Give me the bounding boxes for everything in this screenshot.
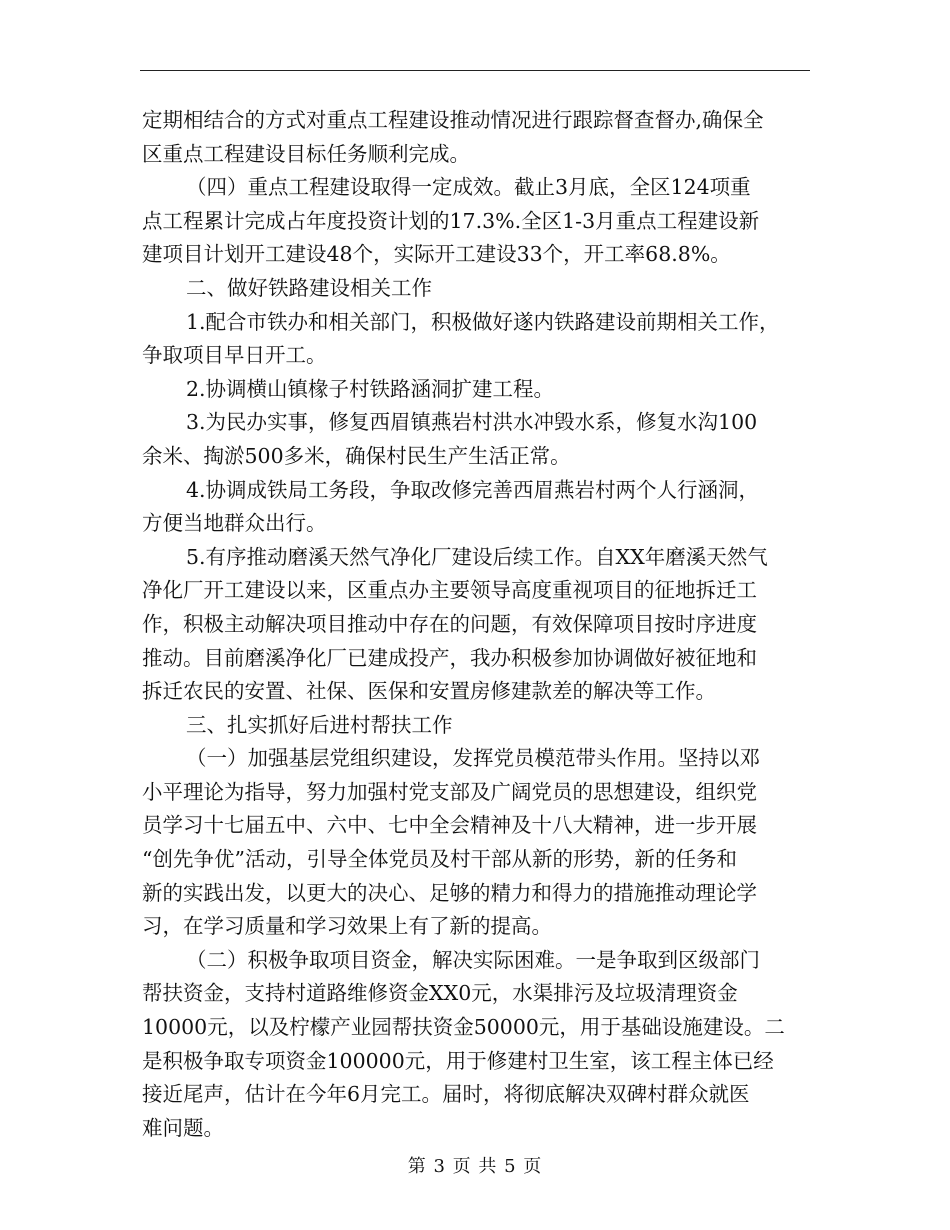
text-line: 点工程累计完成占年度投资计划的17.3%.全区1-3月重点工程建设新 — [142, 208, 760, 233]
text-line: （一）加强基层党组织建设，发挥党员模范带头作用。坚持以邓 — [186, 746, 760, 771]
text-line: 难问题。 — [142, 1115, 224, 1140]
text-line: （四）重点工程建设取得一定成效。截止3月底，全区124项重 — [186, 175, 751, 200]
text-line: 10000元，以及柠檬产业园帮扶资金50000元，用于基础设施建设。二 — [142, 1015, 785, 1040]
document-body — [142, 104, 810, 1145]
text-line: 争取项目早日开工。 — [142, 343, 327, 368]
text-line: 新的实践出发，以更大的决心、足够的精力和得力的措施推动理论学 — [142, 880, 757, 905]
text-line: 余米、掏淤500多米，确保村民生产生活正常。 — [142, 443, 571, 468]
text-line: 小平理论为指导，努力加强村党支部及广阔党员的思想建设，组织党 — [142, 779, 757, 804]
text-line: 作，积极主动解决项目推动中存在的问题，有效保障项目按时序进度 — [142, 611, 757, 636]
text-line: 是积极争取专项资金100000元，用于修建村卫生室，该工程主体已经 — [142, 1048, 774, 1073]
text-line: 帮扶资金，支持村道路维修资金XX0元，水渠排污及垃圾清理资金 — [142, 981, 738, 1006]
text-line: 2.协调横山镇椽子村铁路涵洞扩建工程。 — [186, 376, 555, 401]
header-rule — [140, 70, 810, 71]
page-number: 第 3 页 共 5 页 — [407, 1156, 543, 1177]
text-line: （二）积极争取项目资金，解决实际困难。一是争取到区级部门 — [186, 947, 760, 972]
text-line: 3.为民办实事，修复西眉镇燕岩村洪水冲毁水系，修复水沟100 — [186, 410, 758, 435]
text-line: 区重点工程建设目标任务顺利完成。 — [142, 141, 470, 166]
text-line: 方便当地群众出行。 — [142, 511, 327, 536]
text-line: 1.配合市铁办和相关部门，积极做好遂内铁路建设前期相关工作， — [186, 309, 780, 334]
text-line: 净化厂开工建设以来，区重点办主要领导高度重视项目的征地拆迁工 — [142, 578, 757, 603]
text-line: 推动。目前磨溪净化厂已建成投产，我办积极参加协调做好被征地和 — [142, 645, 757, 670]
text-line: 定期相结合的方式对重点工程建设推动情况进行跟踪督查督办,确保全 — [142, 108, 764, 132]
text-line: 接近尾声，估计在今年6月完工。届时，将彻底解决双碑村群众就医 — [142, 1082, 750, 1107]
text-line: 员学习十七届五中、六中、七中全会精神及十八大精神，进一步开展 — [142, 813, 757, 838]
text-line: 4.协调成铁局工务段，争取改修完善西眉燕岩村两个人行涵洞， — [186, 477, 760, 502]
text-line: 5.有序推动磨溪天然气净化厂建设后续工作。自XX年磨溪天然气 — [186, 544, 768, 569]
text-line: 拆迁农民的安置、社保、医保和安置房修建款差的解决等工作。 — [142, 679, 716, 704]
text-line: 三、扎实抓好后进村帮扶工作 — [186, 712, 453, 737]
text-line: 习，在学习质量和学习效果上有了新的提高。 — [142, 914, 552, 939]
text-line: “创先争优”活动，引导全体党员及村干部从新的形势，新的任务和 — [142, 847, 737, 872]
text-line: 二、做好铁路建设相关工作 — [186, 275, 432, 300]
text-line: 建项目计划开工建设48个，实际开工建设33个，开工率68.8%。 — [142, 242, 731, 267]
